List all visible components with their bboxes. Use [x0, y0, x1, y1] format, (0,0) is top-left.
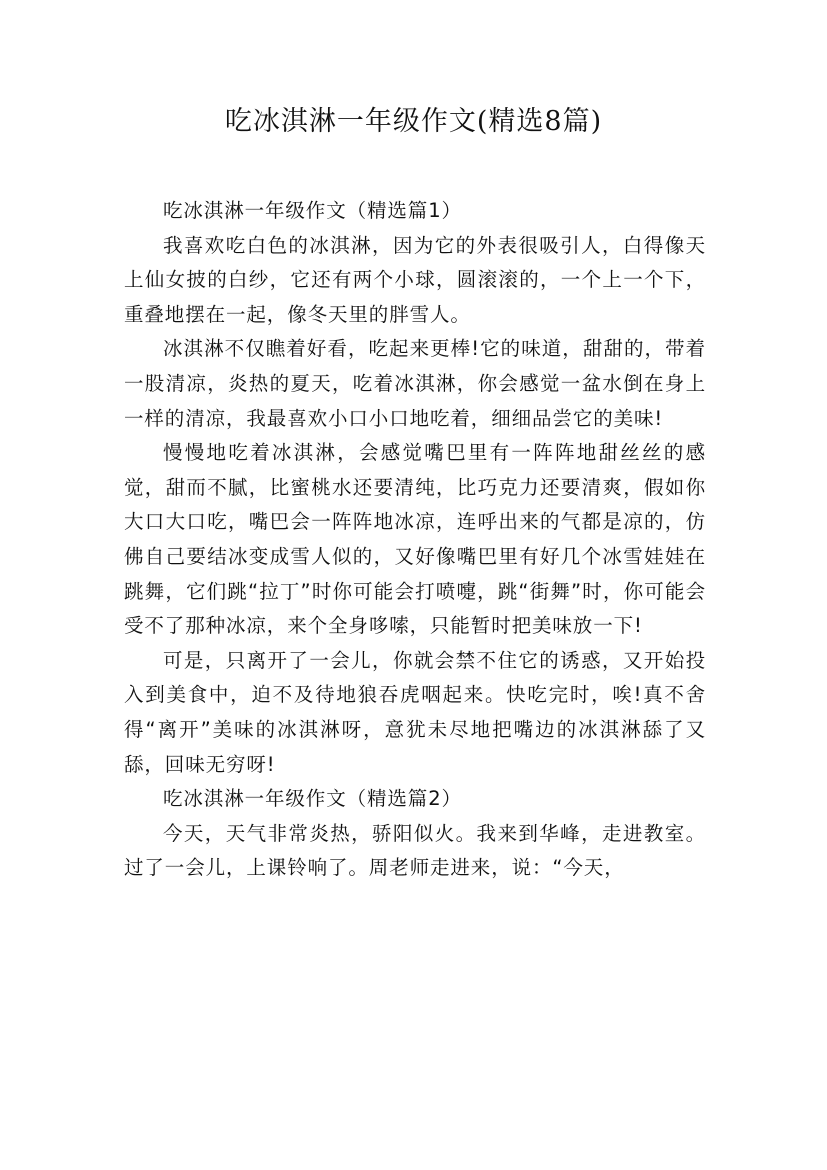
paragraph: 今天，天气非常炎热，骄阳似火。我来到华峰，走进教室。过了一会儿，上课铃响了。周老师走进来，说：“今天， [124, 821, 706, 880]
section-heading: 吃冰淇淋一年级作文（精选篇2） [163, 787, 462, 811]
paragraph: 慢慢地吃着冰淇淋，会感觉嘴巴里有一阵阵地甜丝丝的感觉，甜而不腻，比蜜桃水还要清纯，比巧克力还要清爽，假如你大口大口吃，嘴巴会一阵阵地冰凉，连呼出来的气都是凉的，仿佛自己要结冰变成雪人似的，又好像嘴巴里有好几个冰雪娃娃在跳舞，它们跳“拉丁”时你可能会打喷嚏，跳“街舞”时，你可能会受不了那种冰凉，来个全身哆嗦，只能暂时把美味放一下! [124, 441, 706, 638]
document-title: 吃冰淇淋一年级作文(精选8篇) [224, 106, 603, 137]
section-heading: 吃冰淇淋一年级作文（精选篇1） [163, 199, 462, 222]
document-body [124, 194, 706, 886]
paragraph: 我喜欢吃白色的冰淇淋，因为它的外表很吸引人，白得像天上仙女披的白纱，它还有两个小球，圆滚滚的，一个上一个下，重叠地摆在一起，像冬天里的胖雪人。 [124, 233, 706, 326]
paragraph: 冰淇淋不仅瞧着好看，吃起来更棒!它的味道，甜甜的，带着一股清凉，炎热的夏天，吃着冰淇淋，你会感觉一盆水倒在身上一样的清凉，我最喜欢小口小口地吃着，细细品尝它的美味! [124, 337, 706, 430]
paragraph: 可是，只离开了一会儿，你就会禁不住它的诱惑，又开始投入到美食中，迫不及待地狼吞虎咽起来。快吃完时，唉!真不舍得“离开”美味的冰淇淋呀，意犹未尽地把嘴边的冰淇淋舔了又舔，回味无穷呀! [124, 648, 706, 776]
